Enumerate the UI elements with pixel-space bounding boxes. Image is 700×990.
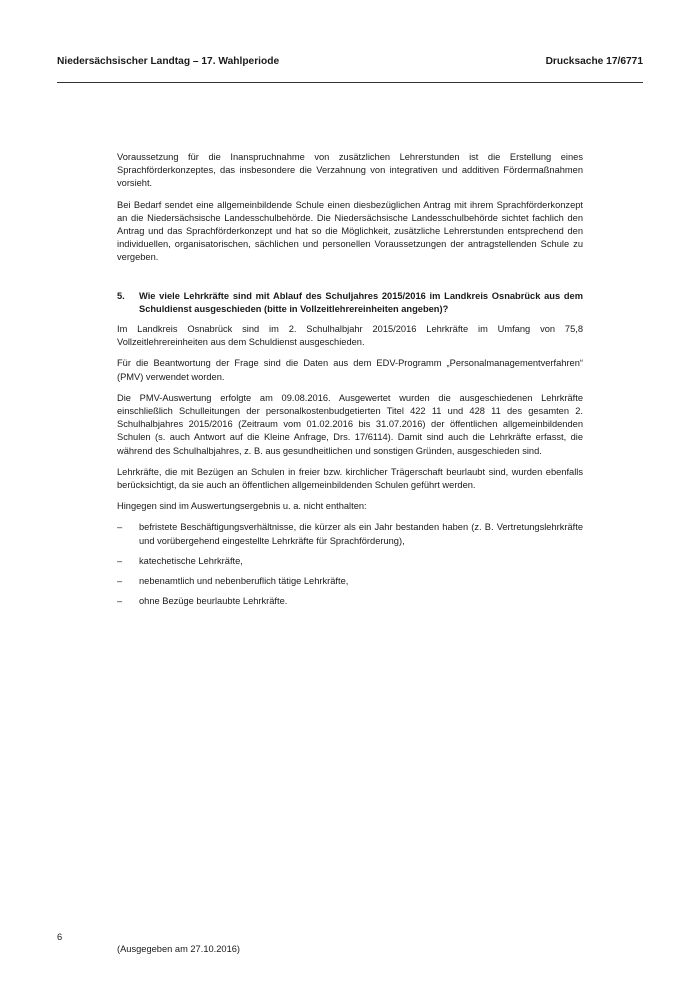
list-item-text: befristete Beschäftigungsverhältnisse, die kürzer als ein Jahr bestanden haben (z. B. Vertretungslehrkräfte und vorübergehend eingestellte Lehrkräfte für Sprachförderung), — [139, 522, 583, 546]
dash-bullet: – — [117, 522, 123, 533]
answer-paragraph: Im Landkreis Osnabrück sind im 2. Schulhalbjahr 2015/2016 Lehrkräfte im Umfang von 75,8 Vollzeitlehrereinheiten aus dem Schuldienst ausgeschieden. — [117, 324, 583, 348]
answer-paragraph: Für die Beantwortung der Frage sind die Daten aus dem EDV-Programm „Personalmanagementverfahren“ (PMV) verwendet worden. — [117, 358, 583, 382]
list-item — [117, 595, 583, 608]
intro-paragraph: Voraussetzung für die Inanspruchnahme von zusätzlichen Lehrerstunden ist die Erstellung eines Sprachförderkonzeptes, das insbesondere die Verzahnung von integrativen und additiven Fördermaßnahmen vorsieht. — [117, 152, 583, 189]
issued-date: (Ausgegeben am 27.10.2016) — [117, 944, 241, 954]
list-item-text: ohne Bezüge beurlaubte Lehrkräfte. — [139, 596, 288, 607]
list-item-text: nebenamtlich und nebenberuflich tätige Lehrkräfte, — [139, 576, 349, 587]
intro-paragraph: Bei Bedarf sendet eine allgemeinbildende Schule einen diesbezüglichen Antrag mit ihrem Sprachförderkonzept an die Niedersächsische Landesschulbehörde. Die Niedersächsische Landesschulbehörde sichtet fachlich den Antrag und das Sprachförderkonzept und hat so die Möglichkeit, zusätzliche Lehrerstunden entsprechend den individuellen, organisatorischen, sächlichen und personellen Voraussetzungen der antragstellenden Schule zu vergeben. — [117, 199, 583, 263]
dash-bullet: – — [117, 596, 123, 607]
answer-paragraph: Die PMV-Auswertung erfolgte am 09.08.2016. Ausgewertet wurden die ausgeschiedenen Lehrkräfte einschließlich Schulleitungen der personalkostenbudgetierten Titel 422 11 und 428 11 des gesamten 2. Schulhalbjahres 2015/2016 (Zeitraum vom 01.02.2016 bis 31.07.2016) der öffentlichen allgemeinbildenden Schulen (s. auch Antwort auf die Kleine Anfrage, Drs. 17/6114). Damit sind auch die Lehrkräfte erfasst, die während des Schulhalbjahres, z. B. aus gesundheitlichen und sonstigen Gründen, ausgeschieden sind. — [117, 392, 583, 456]
document-body — [117, 151, 583, 615]
list-item — [117, 555, 583, 568]
list-item-text: katechetische Lehrkräfte, — [139, 555, 243, 566]
header-divider — [57, 82, 643, 83]
list-item — [117, 575, 583, 588]
exclusion-list — [117, 521, 583, 608]
header-left-title: Niedersächsischer Landtag – 17. Wahlperiode — [57, 56, 280, 67]
question-text: Wie viele Lehrkräfte sind mit Ablauf des Schuljahres 2015/2016 im Landkreis Osnabrück aus dem Schuldienst ausgeschieden (bitte in Vollzeitlehrereinheiten angeben)? — [139, 290, 583, 314]
header-document-number: Drucksache 17/6771 — [545, 56, 643, 67]
answer-paragraph: Lehrkräfte, die mit Bezügen an Schulen in freier bzw. kirchlicher Trägerschaft beurlaubt sind, wurden ebenfalls berücksichtigt, da sie auch an öffentlichen allgemeinbildenden Schulen geführt werden. — [117, 466, 583, 491]
dash-bullet: – — [117, 576, 123, 587]
page-header — [57, 56, 643, 67]
page-number: 6 — [57, 932, 63, 942]
question-number: 5. — [117, 290, 125, 301]
dash-bullet: – — [117, 555, 123, 566]
answer-paragraph: Hingegen sind im Auswertungsergebnis u. a. nicht enthalten: — [117, 501, 367, 512]
question-heading — [117, 290, 583, 316]
list-item — [117, 521, 583, 547]
